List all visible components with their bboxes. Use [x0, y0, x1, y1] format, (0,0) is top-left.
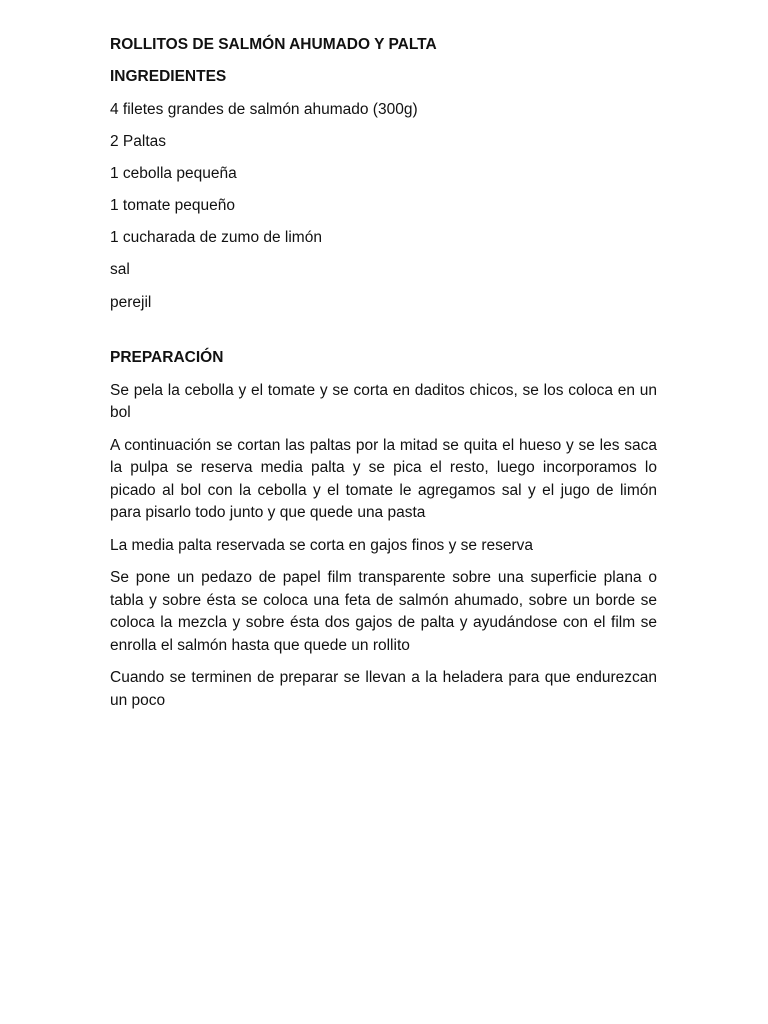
- ingredient-item: 4 filetes grandes de salmón ahumado (300g): [110, 100, 418, 118]
- preparation-step: Se pone un pedazo de papel film transparente sobre una superficie plana o tabla y sobre ésta se coloca una feta de salmón ahumado, sobre un borde se coloca la mezcla y sobre ésta dos gajos de palta y ayudándose con el film se enrolla el salmón hasta que quede un rollito: [110, 569, 657, 654]
- preparation-step: A continuación se cortan las paltas por la mitad se quita el hueso y se les saca la pulpa se reserva media palta y se pica el resto, luego incorporamos lo picado al bol con la cebolla y el tomate le agregamos sal y el jugo de limón para pisarlo todo junto y que quede una pasta: [110, 436, 657, 522]
- preparation-step: La media palta reservada se corta en gajos finos y se reserva: [110, 536, 534, 554]
- ingredient-item: sal: [110, 261, 130, 279]
- preparation-step: Cuando se terminen de preparar se llevan a la heladera para que endurezcan un poco: [110, 669, 657, 709]
- ingredient-item: 1 cebolla pequeña: [110, 164, 237, 182]
- ingredient-item: 1 tomate pequeño: [110, 197, 235, 215]
- preparation-heading: PREPARACIÓN: [110, 349, 224, 367]
- page-title: ROLLITOS DE SALMÓN AHUMADO Y PALTA: [110, 36, 437, 53]
- ingredient-item: 1 cucharada de zumo de limón: [110, 229, 322, 247]
- preparation-step: Se pela la cebolla y el tomate y se corta en daditos chicos, se los coloca en un bol: [110, 381, 657, 422]
- ingredient-list: [110, 99, 657, 315]
- ingredient-item: 2 Paltas: [110, 132, 167, 150]
- preparation-steps: [110, 380, 657, 713]
- ingredient-item: perejil: [110, 293, 152, 311]
- ingredients-heading: INGREDIENTES: [110, 68, 227, 85]
- recipe-document: [110, 34, 657, 722]
